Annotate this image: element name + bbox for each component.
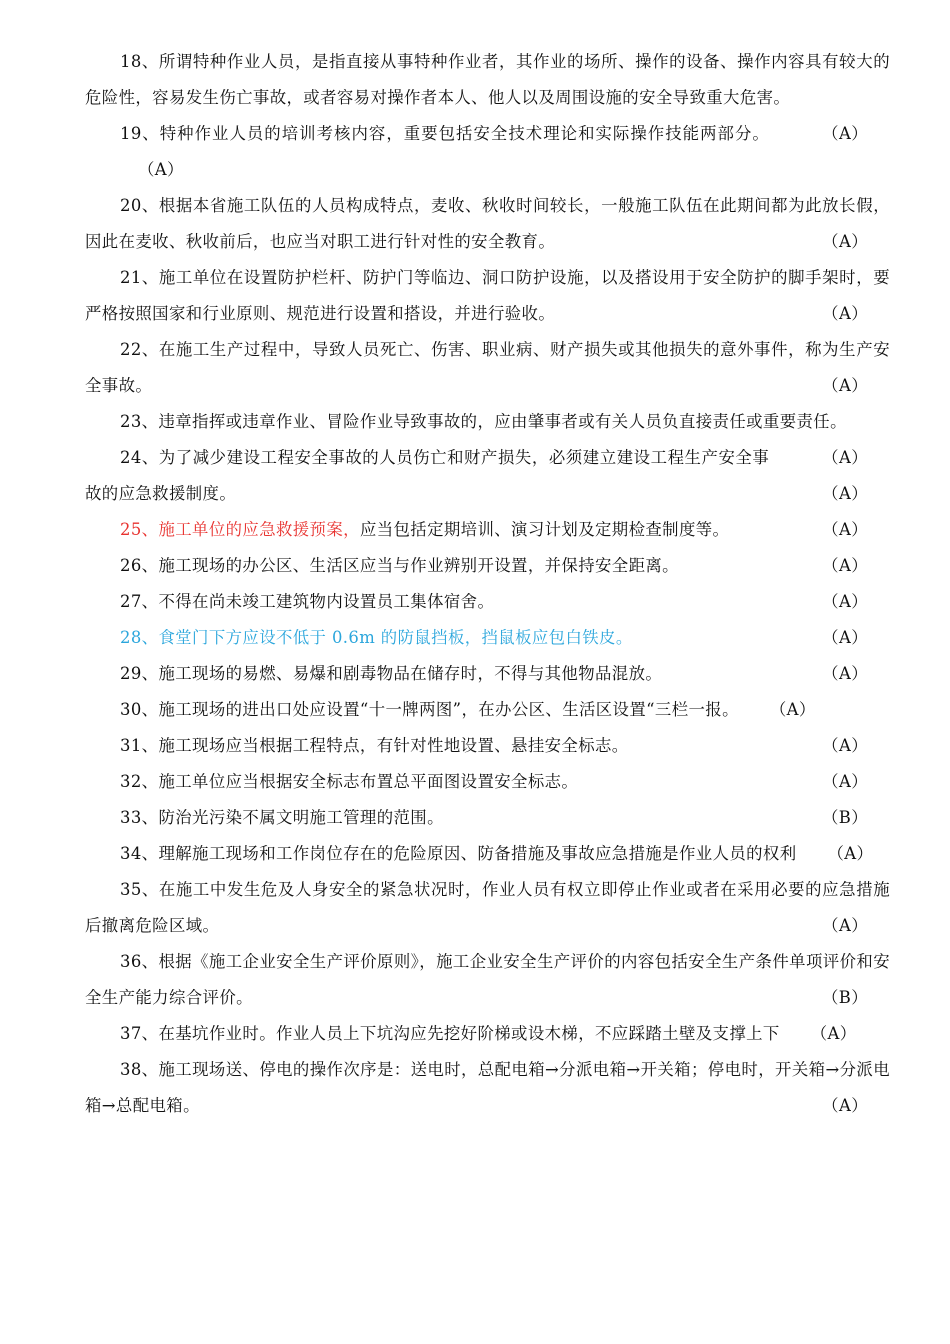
answer-label: （A） [822,448,868,467]
answer-label: （A） [822,520,868,539]
question-34 [85,836,890,872]
question-text: 27、不得在尚未竣工建筑物内设置员工集体宿舍。 [120,592,495,611]
question-text: 36、根据《施工企业安全生产评价原则》，施工企业安全生产评价的内容包括安全生产条件单项评价和安全生产能力综合评价。 [85,952,890,1007]
question-text: 35、在施工中发生危及人身安全的紧急状况时，作业人员有权立即停止作业或者在采用必要的应急措施后撤离危险区域。 [85,880,890,935]
answer-label: （A） [822,592,868,611]
answer-label: （A） [138,160,184,179]
question-text: 30、施工现场的进出口处应设置“十一牌两图”，在办公区、生活区设置“三栏一报。 [120,700,739,719]
question-text: 24、为了减少建设工程安全事故的人员伤亡和财产损失，必须建立建设工程生产安全事故的应急救援制度。 [85,448,770,503]
question-22 [85,332,890,404]
question-32 [85,764,890,800]
answer-label: （A） [822,376,868,395]
question-text: 19、特种作业人员的培训考核内容，重要包括安全技术理论和实际操作技能两部分。 [120,124,770,143]
answer-label: （A） [827,844,874,863]
answer-label: （A） [822,484,868,503]
question-20 [85,188,890,260]
document-page [85,44,890,1124]
question-36 [85,944,890,1016]
question-31 [85,728,890,764]
question-text: 33、防治光污染不属文明施工管理的范围。 [120,808,444,827]
answer-label: （A） [822,304,868,323]
question-19 [85,116,890,188]
question-text: 23、违章指挥或违章作业、冒险作业导致事故的，应由肇事者或有关人员负直接责任或重要责任。 [120,412,847,431]
question-21 [85,260,890,332]
answer-label: （A） [822,556,868,575]
question-text: 20、根据本省施工队伍的人员构成特点，麦收、秋收时间较长，一般施工队伍在此期间都为此放长假，因此在麦收、秋收前后，也应当对职工进行针对性的安全教育。 [85,196,890,251]
question-text: 22、在施工生产过程中，导致人员死亡、伤害、职业病、财产损失或其他损失的意外事件，称为生产安全事故。 [85,340,890,395]
answer-label: （A） [822,1096,868,1115]
answer-label: （A） [810,1024,857,1043]
question-text: 37、在基坑作业时。作业人员上下坑沟应先挖好阶梯或设木梯，不应踩踏土壁及支撑上下 [120,1024,780,1043]
highlighted-text: 25、施工单位的应急救援预案， [120,520,360,539]
question-text: 26、施工现场的办公区、生活区应当与作业辨别开设置，并保持安全距离。 [120,556,679,575]
question-27 [85,584,890,620]
answer-label: （A） [822,736,868,755]
question-26 [85,548,890,584]
answer-label: （A） [822,124,868,143]
answer-label: （A） [769,700,816,719]
answer-label: （A） [822,628,868,647]
question-35 [85,872,890,944]
answer-label: （A） [822,916,868,935]
question-25 [85,512,890,548]
question-text: 32、施工单位应当根据安全标志布置总平面图设置安全标志。 [120,772,579,791]
question-text: 28、食堂门下方应设不低于 0.6m 的防鼠挡板，挡鼠板应包白铁皮。 [120,628,633,647]
question-29 [85,656,890,692]
question-text: 应当包括定期培训、演习计划及定期检查制度等。 [359,520,730,539]
question-23 [85,404,890,467]
question-24 [85,440,890,512]
question-33 [85,800,890,836]
question-38 [85,1052,890,1124]
question-text: 21、施工单位在设置防护栏杆、防护门等临边、洞口防护设施，以及搭设用于安全防护的脚手架时，要严格按照国家和行业原则、规范进行设置和搭设，并进行验收。 [85,268,890,323]
question-37 [85,1016,890,1052]
question-text: 38、施工现场送、停电的操作次序是：送电时，总配电箱→分派电箱→开关箱；停电时，开关箱→分派电箱→总配电箱。 [85,1060,890,1115]
answer-label: （A） [822,772,868,791]
question-text: 29、施工现场的易燃、易爆和剧毒物品在储存时，不得与其他物品混放。 [120,664,663,683]
question-text: 18、所谓特种作业人员，是指直接从事特种作业者，其作业的场所、操作的设备、操作内容具有较大的危险性，容易发生伤亡事故，或者容易对操作者本人、他人以及周围设施的安全导致重大危害。 [85,52,890,107]
answer-label: （B） [821,808,868,827]
answer-label: （B） [821,988,868,1007]
question-text: 31、施工现场应当根据工程特点，有针对性地设置、悬挂安全标志。 [120,736,629,755]
question-text: 34、理解施工现场和工作岗位存在的危险原因、防备措施及事故应急措施是作业人员的权利 [120,844,797,863]
answer-label: （A） [822,664,868,683]
question-28 [85,620,890,656]
answer-label: （A） [822,232,868,251]
question-30 [85,692,890,728]
